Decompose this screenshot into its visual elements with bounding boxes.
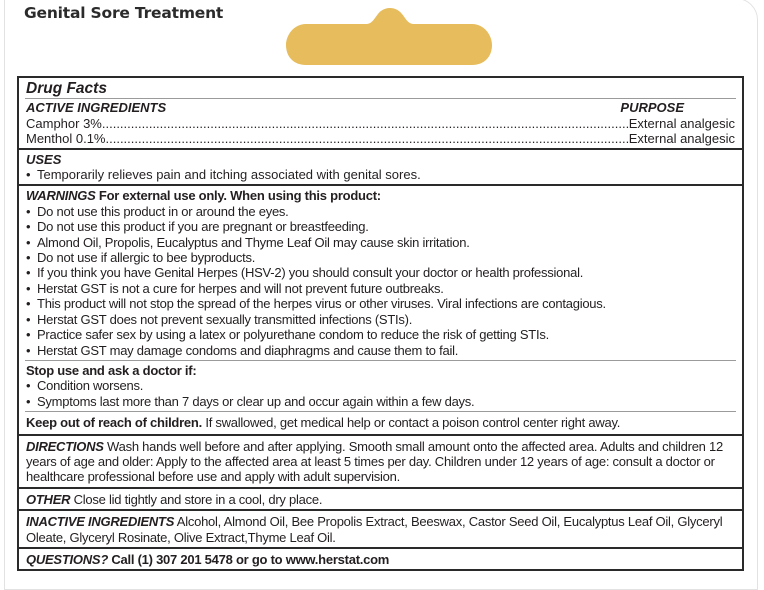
active-ingredients-heading: ACTIVE INGREDIENTS — [26, 100, 167, 116]
warning-item: • Do not use if allergic to bee byproducts. — [26, 250, 735, 265]
uses-list — [26, 167, 735, 182]
stop-use-item: • Symptoms last more than 7 days or clear up and occur again within a few days. — [26, 394, 735, 409]
uses-section — [19, 148, 742, 185]
other-section — [19, 487, 742, 509]
leader-dots — [102, 116, 629, 131]
other-text: Close lid tightly and store in a cool, dry place. — [73, 491, 323, 507]
active-ingredient-row — [26, 131, 735, 146]
ingredient-name: Menthol 0.1% — [26, 131, 106, 147]
directions-text: Wash hands well before and after applying. Smooth small amount onto the affected area. Adults and children 12 years of age and older: Apply to the affected area at least 5 times per day. Children under 12 years of age: consult a doctor or healthcare professional before use and apply with adult supervision. — [26, 438, 723, 485]
warnings-section — [19, 184, 742, 359]
uses-item: • Temporarily relieves pain and itching associated with genital sores. — [26, 167, 735, 182]
ingredient-purpose: External analgesic — [628, 115, 735, 131]
inactive-ingredients-section — [19, 509, 742, 547]
warning-item: • Do not use this product if you are pregnant or breastfeeding. — [26, 219, 735, 234]
warning-item: • Practice safer sex by using a latex or polyurethane condom to reduce the risk of getting STIs. — [26, 327, 735, 342]
warning-item: • Herstat GST is not a cure for herpes and will not prevent future outbreaks. — [26, 281, 735, 296]
warnings-list — [26, 204, 735, 358]
active-ingredients-header-row — [26, 100, 735, 115]
leader-dots — [106, 131, 629, 146]
keep-out-section — [25, 411, 736, 433]
stop-use-item: • Condition worsens. — [26, 378, 735, 393]
warnings-heading-row — [26, 188, 735, 203]
directions-heading: DIRECTIONS — [26, 438, 104, 454]
questions-heading: QUESTIONS? — [26, 551, 109, 567]
logo-shape-path — [286, 8, 492, 65]
questions-section — [19, 547, 742, 569]
purpose-heading: PURPOSE — [620, 100, 684, 116]
warning-item: • This product will not stop the spread of the herpes virus or other viruses. Viral infections are contagious. — [26, 296, 735, 311]
warning-item: • If you think you have Genital Herpes (HSV-2) you should consult your doctor or health professional. — [26, 265, 735, 280]
inactive-ingredients-heading: INACTIVE INGREDIENTS — [26, 514, 175, 530]
stop-use-section — [25, 360, 736, 411]
drug-facts-panel — [17, 76, 744, 571]
warning-item: • Herstat GST may damage condoms and diaphragms and cause them to fail. — [26, 343, 735, 358]
warning-item: • Almond Oil, Propolis, Eucalyptus and Thyme Leaf Oil may cause skin irritation. — [26, 235, 735, 250]
questions-text: Call (1) 307 201 5478 or go to www.herstat.com — [108, 551, 390, 567]
active-ingredient-row — [26, 116, 735, 131]
uses-heading: USES — [26, 151, 62, 167]
warning-item: • Do not use this product in or around the eyes. — [26, 204, 735, 219]
brand-logo-shape — [286, 5, 492, 67]
inactive-ingredients-text: Alcohol, Almond Oil, Bee Propolis Extract, Beeswax, Castor Seed Oil, Eucalyptus Leaf Oil, Glyceryl Oleate, Glyceryl Rosinate, Olive Extract,Thyme Leaf Oil. — [26, 514, 723, 545]
directions-section — [19, 434, 742, 487]
active-ingredients-section — [25, 98, 736, 147]
ingredient-purpose: External analgesic — [628, 131, 735, 147]
drug-facts-heading: Drug Facts — [26, 80, 107, 97]
ingredient-name: Camphor 3% — [26, 115, 102, 131]
warnings-subheading: For external use only. When using this product: — [98, 188, 381, 204]
keep-out-heading: Keep out of reach of children. — [26, 415, 202, 431]
warnings-heading: WARNINGS — [26, 188, 96, 204]
product-title: Genital Sore Treatment — [24, 4, 224, 22]
warning-item: • Herstat GST does not prevent sexually transmitted infections (STIs). — [26, 312, 735, 327]
stop-use-heading: Stop use and ask a doctor if: — [26, 362, 197, 378]
stop-use-list — [26, 378, 735, 409]
other-heading: OTHER — [26, 491, 71, 507]
keep-out-text: If swallowed, get medical help or contact a poison control center right away. — [201, 415, 621, 431]
